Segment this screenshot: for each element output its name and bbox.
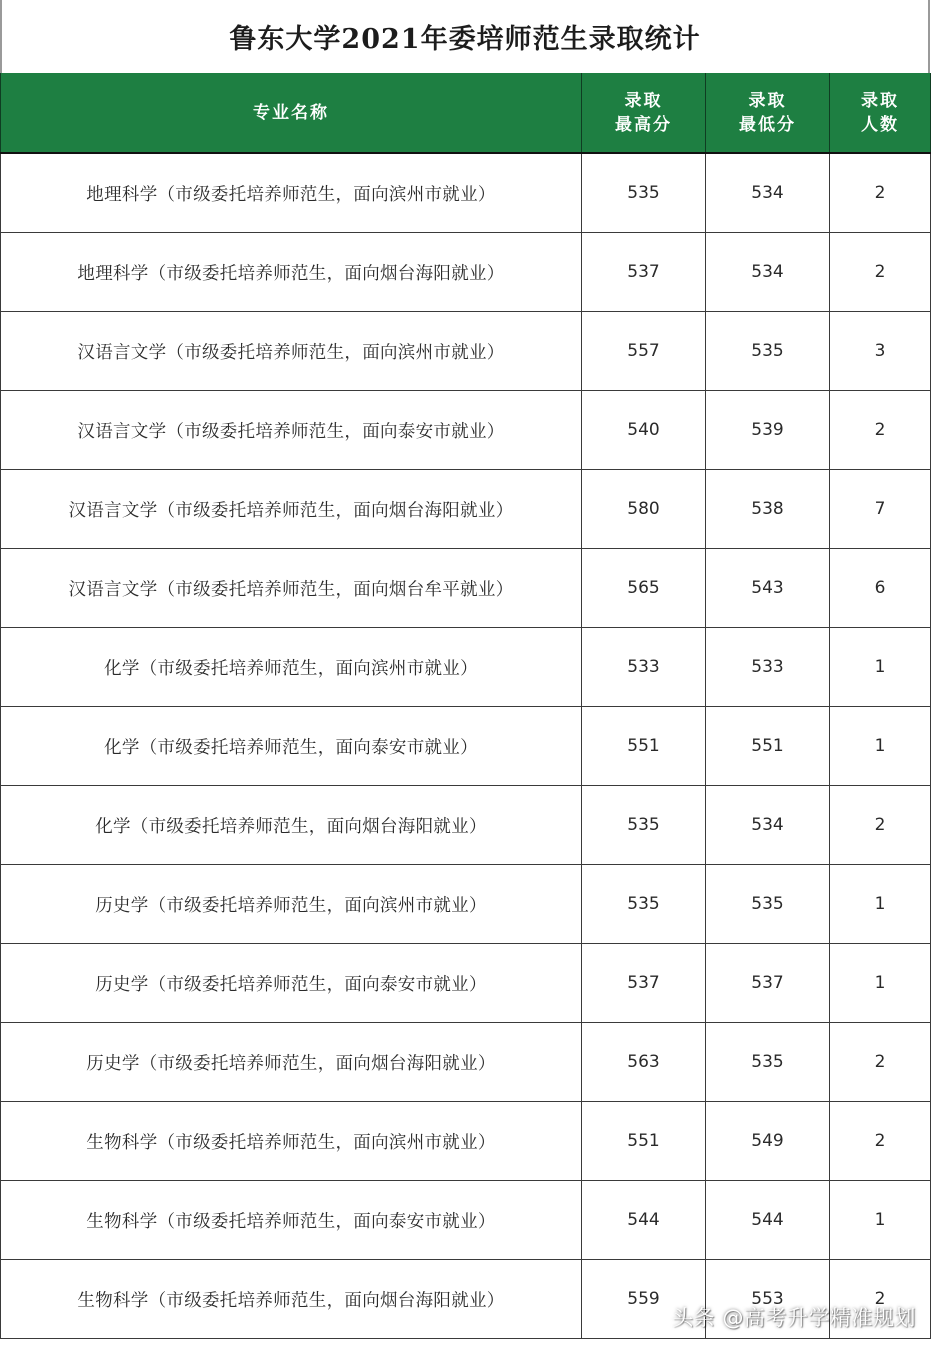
table-row [1,707,931,786]
cell-count: 2 [830,1260,931,1339]
table-header [1,73,931,153]
cell-max-score: 544 [582,1181,706,1260]
cell-major: 历史学（市级委托培养师范生，面向滨州市就业） [1,865,582,944]
header-min-line1: 录取 [748,90,787,111]
cell-major: 生物科学（市级委托培养师范生，面向烟台海阳就业） [1,1260,582,1339]
cell-min-score: 537 [706,944,830,1023]
source-watermark: 头条 @高考升学精准规划 [672,1306,916,1330]
cell-max-score: 551 [582,707,706,786]
cell-major: 汉语言文学（市级委托培养师范生，面向泰安市就业） [1,391,582,470]
cell-max-score: 537 [582,233,706,312]
cell-count: 2 [830,786,931,865]
table-row [1,391,931,470]
cell-max-score: 551 [582,1102,706,1181]
table-row [1,470,931,549]
cell-major: 历史学（市级委托培养师范生，面向烟台海阳就业） [1,1023,582,1102]
cell-max-score: 535 [582,153,706,233]
header-max-score [582,73,706,153]
table-row [1,1181,931,1260]
header-count-line2: 人数 [861,114,899,135]
cell-min-score: 553 [706,1260,830,1339]
header-max-line1: 录取 [624,90,663,111]
cell-min-score: 549 [706,1102,830,1181]
cell-major: 生物科学（市级委托培养师范生，面向滨州市就业） [1,1102,582,1181]
cell-min-score: 544 [706,1181,830,1260]
header-major [1,73,582,153]
cell-max-score: 563 [582,1023,706,1102]
table-row [1,628,931,707]
header-min-line2: 最低分 [739,114,796,135]
table-row [1,549,931,628]
cell-count: 1 [830,707,931,786]
table-body [1,153,931,1339]
cell-major: 生物科学（市级委托培养师范生，面向泰安市就业） [1,1181,582,1260]
table-row [1,312,931,391]
cell-min-score: 551 [706,707,830,786]
table-row [1,233,931,312]
cell-major: 历史学（市级委托培养师范生，面向泰安市就业） [1,944,582,1023]
cell-max-score: 557 [582,312,706,391]
header-row [1,73,931,153]
cell-max-score: 580 [582,470,706,549]
admission-table [0,73,931,1339]
cell-min-score: 534 [706,786,830,865]
cell-count: 1 [830,944,931,1023]
cell-major: 地理科学（市级委托培养师范生，面向滨州市就业） [1,153,582,233]
cell-major: 化学（市级委托培养师范生，面向滨州市就业） [1,628,582,707]
cell-min-score: 539 [706,391,830,470]
cell-count: 2 [830,233,931,312]
cell-count: 2 [830,391,931,470]
cell-min-score: 535 [706,865,830,944]
table-row [1,786,931,865]
cell-major: 化学（市级委托培养师范生，面向泰安市就业） [1,707,582,786]
page-title: 鲁东大学2021年委培师范生录取统计 [229,24,701,55]
cell-max-score: 540 [582,391,706,470]
header-min-score [706,73,830,153]
cell-count: 2 [830,1102,931,1181]
table-row [1,865,931,944]
cell-min-score: 535 [706,1023,830,1102]
title-bar [0,0,930,73]
cell-count: 2 [830,153,931,233]
header-count-line1: 录取 [861,90,899,111]
cell-max-score: 559 [582,1260,706,1339]
cell-max-score: 535 [582,865,706,944]
header-count [830,73,931,153]
table-row [1,944,931,1023]
cell-count: 1 [830,865,931,944]
cell-major: 汉语言文学（市级委托培养师范生，面向烟台牟平就业） [1,549,582,628]
cell-max-score: 565 [582,549,706,628]
cell-count: 1 [830,1181,931,1260]
table-row [1,1023,931,1102]
cell-count: 7 [830,470,931,549]
cell-count: 3 [830,312,931,391]
cell-min-score: 543 [706,549,830,628]
cell-major: 汉语言文学（市级委托培养师范生，面向烟台海阳就业） [1,470,582,549]
cell-major: 化学（市级委托培养师范生，面向烟台海阳就业） [1,786,582,865]
cell-max-score: 533 [582,628,706,707]
cell-max-score: 535 [582,786,706,865]
table-row [1,1102,931,1181]
cell-min-score: 534 [706,153,830,233]
cell-major: 汉语言文学（市级委托培养师范生，面向滨州市就业） [1,312,582,391]
cell-count: 2 [830,1023,931,1102]
cell-major: 地理科学（市级委托培养师范生，面向烟台海阳就业） [1,233,582,312]
cell-count: 1 [830,628,931,707]
cell-min-score: 535 [706,312,830,391]
table-row [1,153,931,233]
cell-max-score: 537 [582,944,706,1023]
cell-count: 6 [830,549,931,628]
cell-min-score: 533 [706,628,830,707]
header-major-label: 专业名称 [253,102,329,123]
header-max-line2: 最高分 [615,114,672,135]
cell-min-score: 538 [706,470,830,549]
cell-min-score: 534 [706,233,830,312]
